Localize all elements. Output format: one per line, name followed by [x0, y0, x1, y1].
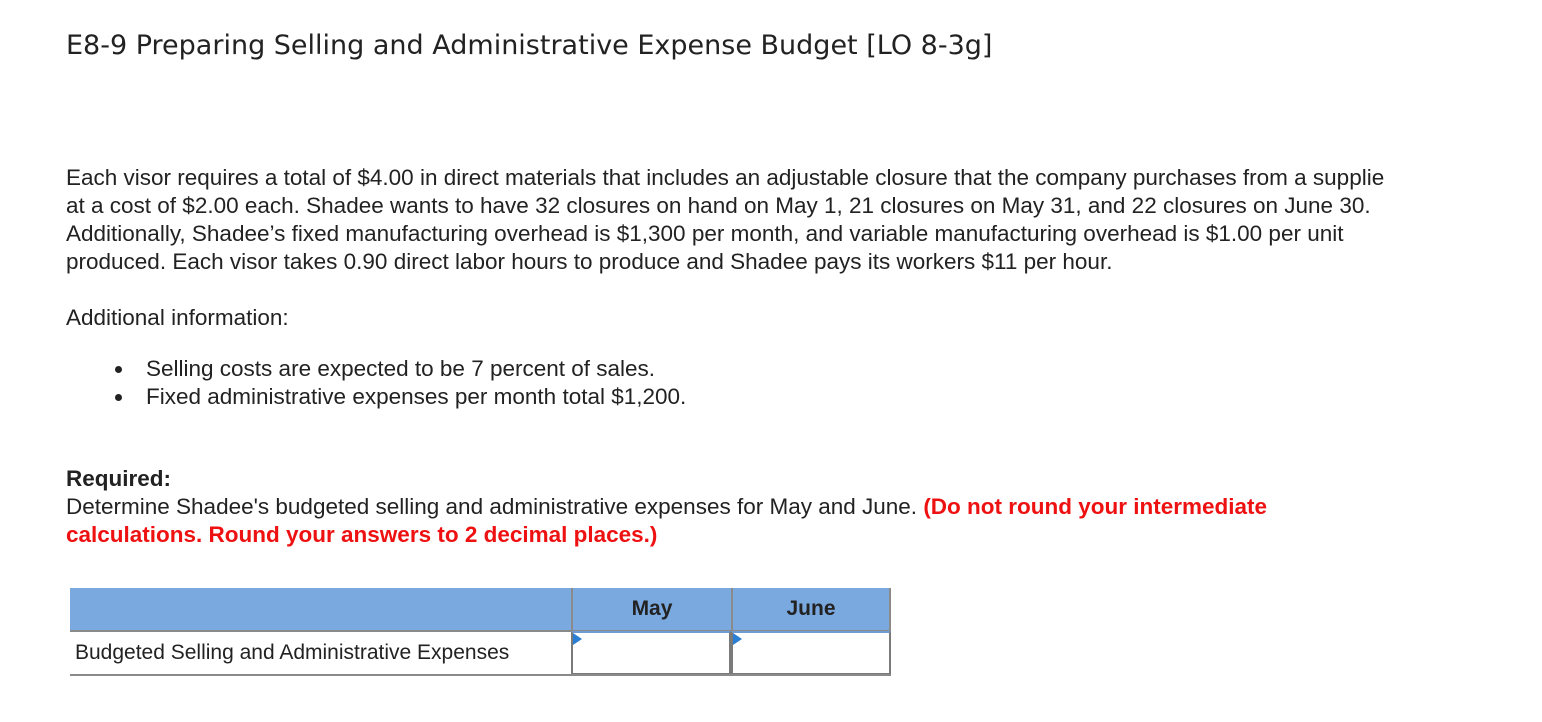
input-marker-icon [733, 633, 742, 645]
row-divider [70, 674, 891, 676]
budget-table [70, 588, 891, 676]
exercise-title: E8-9 Preparing Selling and Administrative Expense Budget [LO 8-3g] [66, 30, 993, 61]
column-header-june: June [731, 588, 891, 630]
input-marker-icon [573, 633, 582, 645]
description-line-1: Each visor requires a total of $4.00 in direct materials that includes an adjustable closure that the company purchases from a supplie [66, 165, 1385, 190]
column-header-may: May [571, 588, 731, 630]
bullet-icon [115, 394, 122, 401]
required-line-1 [66, 493, 1267, 521]
bullet-text: Selling costs are expected to be 7 percent of sales. [146, 356, 656, 381]
bullet-icon [115, 366, 122, 373]
description-line-3: Additionally, Shadee’s fixed manufacturing overhead is $1,300 per month, and variable manufacturing overhead is $1.00 per unit [66, 221, 1344, 246]
bullet-text: Fixed administrative expenses per month total $1,200. [146, 384, 687, 409]
additional-info-list [109, 355, 686, 411]
may-expense-input[interactable] [571, 631, 731, 675]
june-expense-input[interactable] [731, 631, 891, 675]
additional-info-label: Additional information: [66, 305, 289, 330]
description-line-2: at a cost of $2.00 each. Shadee wants to have 32 closures on hand on May 1, 21 closures on May 31, and 22 closures on June 30. [66, 193, 1371, 218]
required-heading: Required: [66, 466, 172, 491]
row-label-budgeted-expenses: Budgeted Selling and Administrative Expenses [75, 641, 510, 664]
list-item [109, 355, 686, 383]
header-label-cell [70, 588, 571, 630]
required-instructions [66, 493, 1267, 549]
rounding-instruction-start: (Do not round your intermediate [923, 494, 1268, 519]
problem-description [66, 164, 1542, 276]
required-text: Determine Shadee's budgeted selling and administrative expenses for May and June. [66, 494, 924, 519]
list-item [109, 383, 686, 411]
rounding-instruction-end: calculations. Round your answers to 2 decimal places.) [66, 522, 658, 547]
description-line-4: produced. Each visor takes 0.90 direct labor hours to produce and Shadee pays its workers $11 per hour. [66, 249, 1113, 274]
